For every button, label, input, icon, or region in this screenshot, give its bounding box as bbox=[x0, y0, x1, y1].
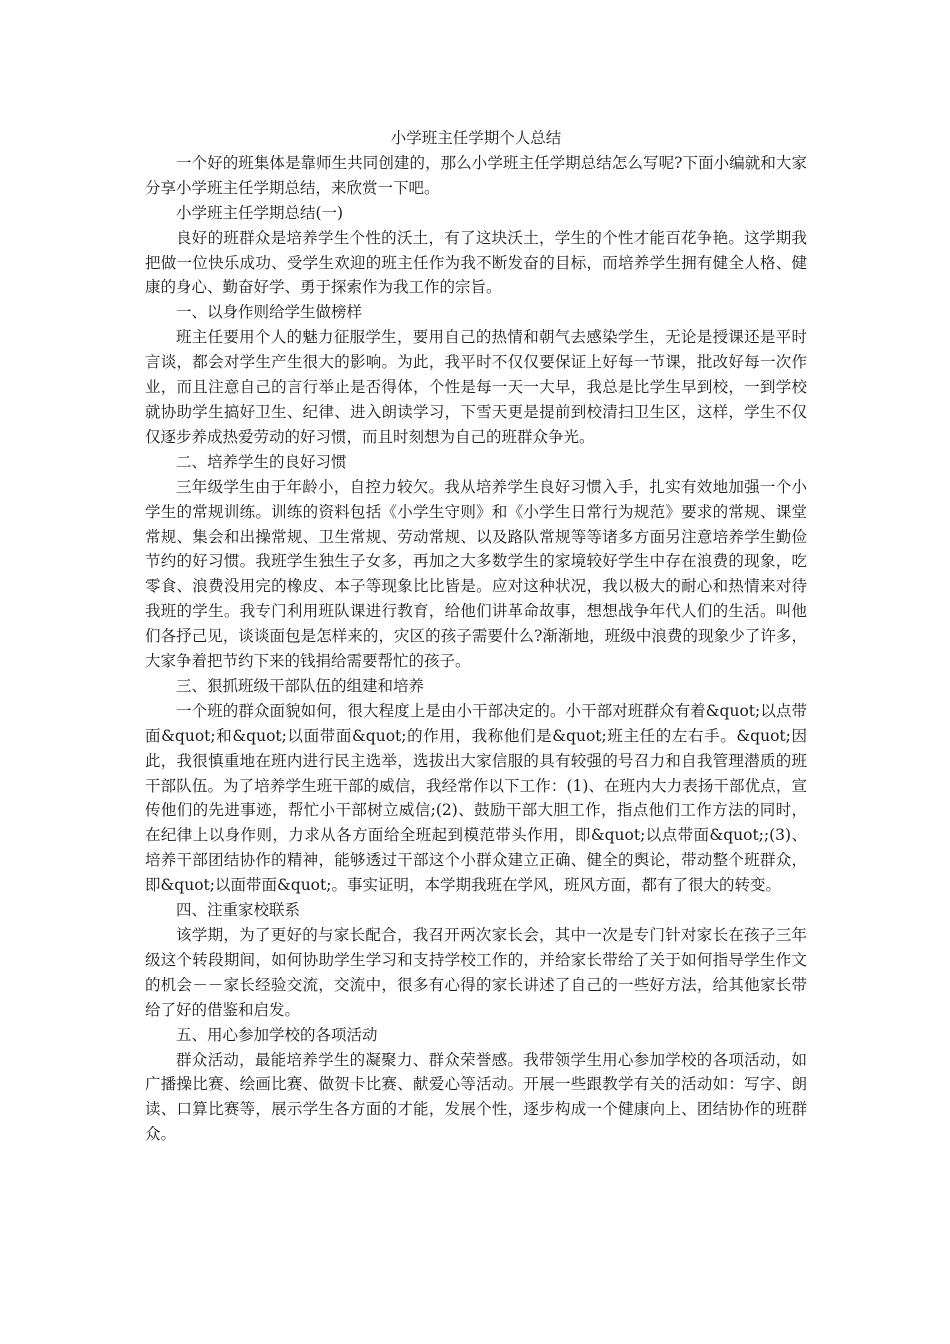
section-heading-3: 三、狠抓班级干部队伍的组建和培养 bbox=[176, 676, 425, 695]
opening-paragraph: 良好的班群众是培养学生个性的沃土，有了这块沃土，学生的个性才能百花争艳。这学期我把做一位快乐成功、受学生欢迎的班主任作为我不断发奋的目标，而培养学生拥有健全人格、健康的身心、勤奋好学、勇于探索作为我工作的宗旨。 bbox=[145, 228, 807, 297]
section-heading-1: 一、以身作则给学生做榜样 bbox=[176, 303, 363, 322]
document-body bbox=[145, 126, 807, 1147]
section-heading-2: 二、培养学生的良好习惯 bbox=[176, 452, 347, 471]
subtitle: 小学班主任学期总结(一) bbox=[176, 203, 344, 222]
section-heading-4: 四、注重家校联系 bbox=[176, 901, 301, 920]
intro-paragraph: 一个好的班集体是靠师生共同创建的，那么小学班主任学期总结怎么写呢?下面小编就和大家分享小学班主任学期总结，来欣赏一下吧。 bbox=[145, 153, 807, 197]
section-body-3: 一个班的群众面貌如何，很大程度上是由小干部决定的。小干部对班群众有着&quot;以点带面&quot;和&quot;以面带面&quot;的作用，我称他们是&quot;班主任的左右手。&quot;因此，我很慎重地在班内进行民主选举，选拔出大家信服的具有较强的号召力和自我管理潜质的班干部队伍。为了培养学生班干部的威信，我经常作以下工作：(1)、在班内大力表扬干部优点，宣传他们的先进事迹，帮忙小干部树立威信;(2)、鼓励干部大胆工作，指点他们工作方法的同时，在纪律上以身作则，力求从各方面给全班起到模范带头作用，即&quot;以点带面&quot;;(3)、培养干部团结协作的精神，能够透过干部这个小群众建立正确、健全的舆论，带动整个班群众，即&quot;以面带面&quot;。事实证明，本学期我班在学风，班风方面，都有了很大的转变。 bbox=[145, 701, 807, 895]
document-title: 小学班主任学期个人总结 bbox=[390, 129, 562, 147]
section-body-4: 该学期，为了更好的与家长配合，我召开两次家长会，其中一次是专门针对家长在孩子三年级这个转段期间，如何协助学生学习和支持学校工作的，并给家长带给了关于如何指导学生作文的机会－－家长经验交流，交流中，很多有心得的家长讲述了自己的一些好方法，给其他家长带给了好的借鉴和启发。 bbox=[145, 926, 807, 1019]
section-body-2: 三年级学生由于年龄小，自控力较欠。我从培养学生良好习惯入手，扎实有效地加强一个小学生的常规训练。训练的资料包括《小学生守则》和《小学生日常行为规范》要求的常规、课堂常规、集会和出操常规、卫生常规、劳动常规、以及路队常规等等诸多方面另注意培养学生勤俭节约的好习惯。我班学生独生子女多，再加之大多数学生的家境较好学生中存在浪费的现象，吃零食、浪费没用完的橡皮、本子等现象比比皆是。应对这种状况，我以极大的耐心和热情来对待我班的学生。我专门利用班队课进行教育，给他们讲革命故事，想想战争年代人们的生活。叫他们各抒己见，谈谈面包是怎样来的，灾区的孩子需要什么?渐渐地，班级中浪费的现象少了许多，大家争着把节约下来的钱捐给需要帮忙的孩子。 bbox=[145, 477, 807, 671]
section-body-5: 群众活动，最能培养学生的凝聚力、群众荣誉感。我带领学生用心参加学校的各项活动，如广播操比赛、绘画比赛、做贺卡比赛、献爱心等活动。开展一些跟教学有关的活动如：写字、朗读、口算比赛等，展示学生各方面的才能，发展个性，逐步构成一个健康向上、团结协作的班群众。 bbox=[145, 1050, 807, 1144]
section-body-1: 班主任要用个人的魅力征服学生，要用自己的热情和朝气去感染学生，无论是授课还是平时言谈，都会对学生产生很大的影响。为此，我平时不仅仅要保证上好每一节课，批改好每一次作业，而且注意自己的言行举止是否得体，个性是每一天一大早，我总是比学生早到校，一到学校就协助学生搞好卫生、纪律、进入朗读学习，下雪天更是提前到校清扫卫生区，这样，学生不仅仅逐步养成热爱劳动的好习惯，而且时刻想为自己的班群众争光。 bbox=[145, 328, 807, 446]
section-heading-5: 五、用心参加学校的各项活动 bbox=[176, 1025, 378, 1044]
